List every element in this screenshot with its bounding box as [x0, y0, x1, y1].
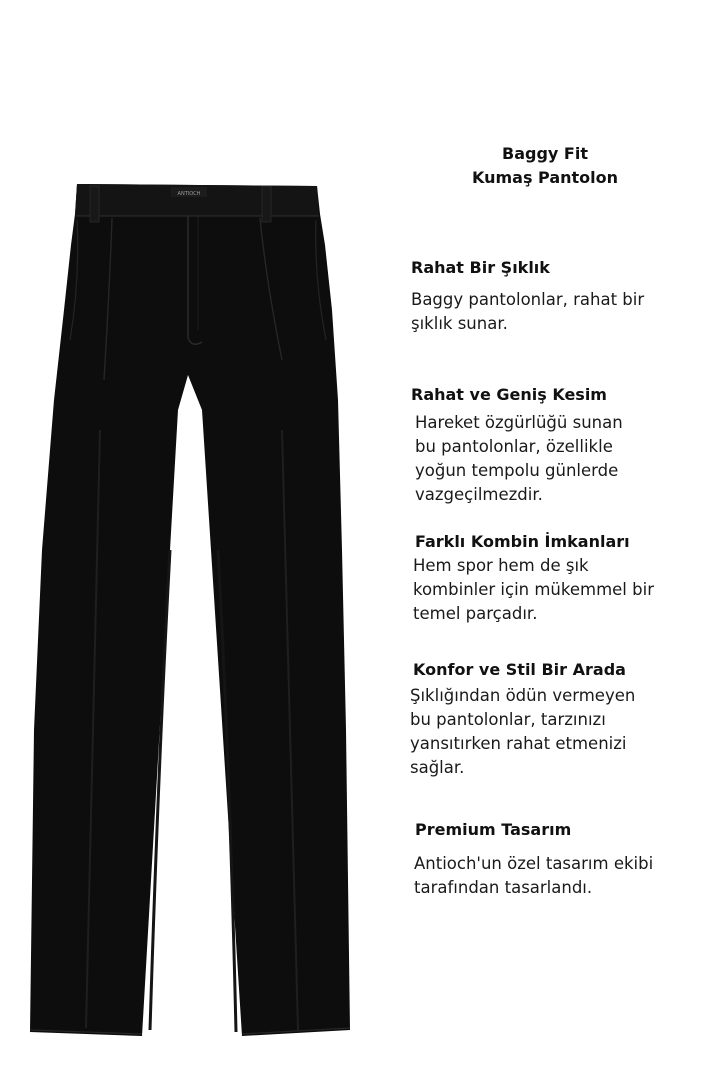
- feature-description-line: yansıtırken rahat etmenizi: [410, 734, 627, 753]
- feature-description-line: Hareket özgürlüğü sunan: [415, 413, 623, 432]
- feature-description-line: yoğun tempolu günlerde: [415, 461, 619, 480]
- feature-description-line: temel parçadır.: [413, 604, 538, 623]
- feature-description-line: vazgeçilmezdir.: [415, 485, 543, 504]
- feature-heading: Konfor ve Stil Bir Arada: [413, 660, 626, 679]
- feature-heading: Farklı Kombin İmkanları: [415, 532, 630, 551]
- belt-loop-right: [262, 186, 271, 222]
- feature-description-line: kombinler için mükemmel bir: [413, 580, 654, 599]
- feature-description-line: Şıklığından ödün vermeyen: [410, 686, 636, 705]
- feature-heading: Premium Tasarım: [415, 820, 572, 839]
- feature-description-line: şıklık sunar.: [411, 314, 508, 333]
- feature-description: [413, 554, 715, 626]
- feature-description-line: Antioch'un özel tasarım ekibi: [414, 854, 654, 873]
- feature-block-5: [415, 819, 715, 900]
- feature-description-line: Hem spor hem de şık: [413, 556, 589, 575]
- feature-description-line: Baggy pantolonlar, rahat bir: [411, 290, 645, 309]
- belt-loop-left: [90, 186, 99, 222]
- trousers-body: [30, 184, 350, 1036]
- brand-label-text: ANTIOCH: [177, 191, 201, 197]
- feature-block-2: [411, 384, 711, 507]
- product-title: [420, 142, 670, 190]
- feature-description: [411, 288, 711, 336]
- feature-block-4: [410, 659, 713, 780]
- feature-description-line: bu pantolonlar, özellikle: [415, 437, 613, 456]
- feature-description-line: tarafından tasarlandı.: [414, 878, 593, 897]
- feature-block-3: [415, 531, 715, 626]
- product-title-line-1: Baggy Fit: [502, 144, 588, 163]
- feature-description: [415, 411, 711, 507]
- product-image: [20, 170, 370, 1040]
- trousers-illustration: [20, 170, 370, 1040]
- product-title-line-2: Kumaş Pantolon: [471, 168, 619, 187]
- feature-block-1: [411, 257, 711, 336]
- feature-heading: Rahat Bir Şıklık: [411, 258, 550, 277]
- feature-heading: Rahat ve Geniş Kesim: [411, 385, 607, 404]
- feature-description-line: bu pantolonlar, tarzınızı: [410, 710, 606, 729]
- feature-description-line: sağlar.: [410, 758, 465, 777]
- feature-description: [410, 684, 713, 780]
- feature-description: [414, 852, 715, 900]
